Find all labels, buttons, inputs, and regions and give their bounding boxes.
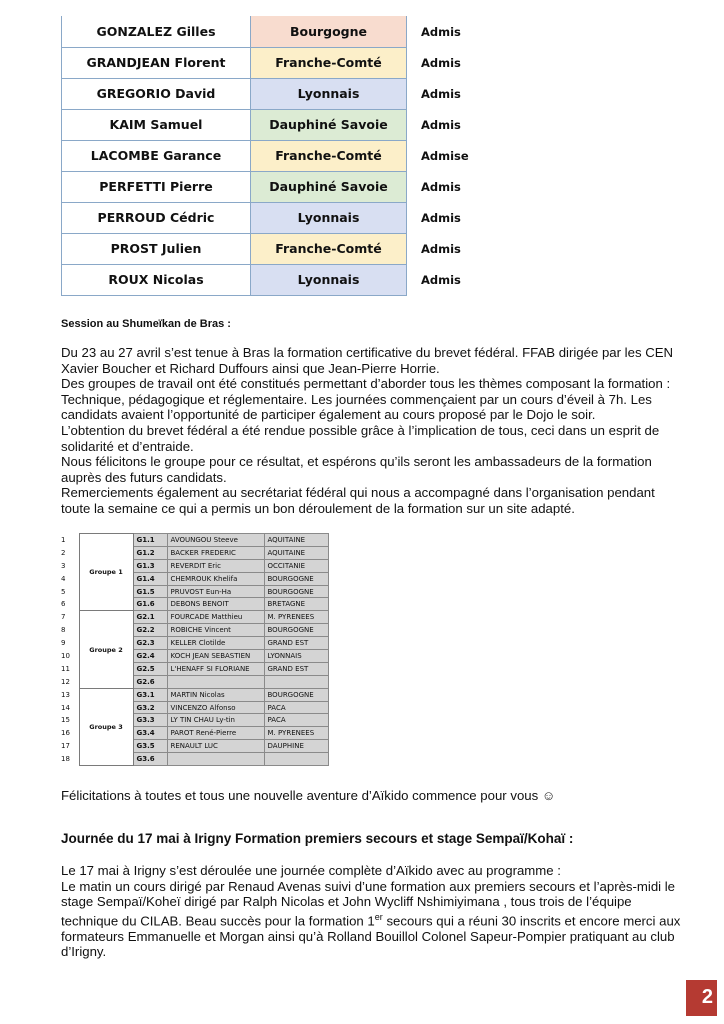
group-row	[61, 534, 328, 547]
participant-name: LY TIN CHAU Ly-tin	[167, 714, 264, 727]
session-paragraph: Remerciements également au secrétariat fédéral qui nous a accompagné dans l’organisation pendant toute la semaine ce qui a permis un bon déroulement de la formation sur un site adapté.	[61, 485, 655, 516]
result-region: Dauphiné Savoie	[251, 109, 407, 140]
participant-region: LYONNAIS	[264, 650, 328, 663]
participant-region: OCCITANIE	[264, 559, 328, 572]
participant-code: G1.5	[133, 585, 167, 598]
participant-code: G2.3	[133, 637, 167, 650]
result-name: PROST Julien	[62, 233, 251, 264]
participant-name: CHEMROUK Khelifa	[167, 572, 264, 585]
participant-name: MARTIN Nicolas	[167, 688, 264, 701]
row-number: 15	[61, 716, 70, 725]
result-region: Lyonnais	[251, 78, 407, 109]
participant-name: L'HENAFF SI FLORIANE	[167, 662, 264, 675]
participant-code: G2.2	[133, 624, 167, 637]
row-number: 9	[61, 639, 66, 648]
row-number: 18	[61, 755, 70, 764]
result-name: GONZALEZ Gilles	[62, 16, 251, 47]
participant-name: PAROT René-Pierre	[167, 727, 264, 740]
result-name: LACOMBE Garance	[62, 140, 251, 171]
result-status: Admis	[421, 272, 461, 287]
participant-name	[167, 675, 264, 688]
section-title-bras: Session au Shumeïkan de Bras :	[61, 318, 231, 330]
session-paragraphs	[61, 345, 681, 517]
result-name: KAIM Samuel	[62, 109, 251, 140]
participant-name: KELLER Clotilde	[167, 637, 264, 650]
row-number: 14	[61, 703, 70, 712]
journee-text-part: Le matin un cours dirigé par Renaud Avenas suivi d’une formation aux premiers secours et l’après-midi le stage Sempaï/Koheï dirigé par Ralph Nicolas et John Wycliff Nshimiyimana , tous trois de l’équipe technique du CILAB. Beau succès pour la formation 1	[61, 878, 676, 929]
participant-region: BOURGOGNE	[264, 572, 328, 585]
row-number: 2	[61, 548, 66, 557]
participant-region: PACA	[264, 714, 328, 727]
participant-code: G1.6	[133, 598, 167, 611]
result-region: Lyonnais	[251, 264, 407, 295]
row-number: 3	[61, 561, 66, 570]
participant-code: G1.3	[133, 559, 167, 572]
result-row	[62, 202, 471, 233]
participant-name: REVERDIT Eric	[167, 559, 264, 572]
congrats-text: Félicitations à toutes et tous une nouvelle aventure d’Aïkido commence pour vous ☺	[61, 788, 556, 803]
result-status: Admis	[421, 210, 461, 225]
participant-name: AVOUNGOU Steeve	[167, 534, 264, 547]
result-row	[62, 171, 471, 202]
participant-region: GRAND EST	[264, 637, 328, 650]
participant-region: BRETAGNE	[264, 598, 328, 611]
participant-code: G3.1	[133, 688, 167, 701]
participant-code: G1.1	[133, 534, 167, 547]
session-paragraph: L’obtention du brevet fédéral a été rendue possible grâce à l’implication de tous, ceci dans un esprit de solidarité et d’entraide.	[61, 422, 660, 454]
participant-code: G3.5	[133, 740, 167, 753]
result-status: Admis	[421, 86, 461, 101]
participant-name: BACKER FREDERIC	[167, 546, 264, 559]
participant-region: M. PYRENEES	[264, 727, 328, 740]
group-label: Groupe 1	[79, 534, 133, 611]
result-status: Admis	[421, 179, 461, 194]
participant-name	[167, 753, 264, 766]
result-row	[62, 47, 471, 78]
group-row	[61, 611, 328, 624]
participant-name: KOCH JEAN SEBASTIEN	[167, 650, 264, 663]
superscript: er	[374, 911, 383, 922]
participant-region: GRAND EST	[264, 662, 328, 675]
participant-region: M. PYRENEES	[264, 611, 328, 624]
participant-code: G1.4	[133, 572, 167, 585]
result-row	[62, 16, 471, 47]
participant-name: VINCENZO Alfonso	[167, 701, 264, 714]
journee-text-part: secours qui a réuni 30 inscrits et encore merci aux formateurs Emmanuelle et Morgan ainsi qu’à Rolland Bouillol Colonel Sapeur-Pompier pratiquant au club d’Irigny.	[61, 913, 681, 960]
row-number: 1	[61, 535, 66, 544]
participant-region	[264, 753, 328, 766]
row-number: 12	[61, 677, 70, 686]
result-name: GRANDJEAN Florent	[62, 47, 251, 78]
page-number: 2	[686, 980, 717, 1014]
row-number: 11	[61, 664, 70, 673]
result-name: PERFETTI Pierre	[62, 171, 251, 202]
participant-region: PACA	[264, 701, 328, 714]
group-row	[61, 688, 328, 701]
participant-region: AQUITAINE	[264, 546, 328, 559]
participant-region: DAUPHINE	[264, 740, 328, 753]
participant-code: G3.6	[133, 753, 167, 766]
row-number: 7	[61, 613, 66, 622]
results-table	[61, 16, 471, 296]
result-row	[62, 140, 471, 171]
participant-name: DEBONS BENOIT	[167, 598, 264, 611]
result-region: Bourgogne	[251, 16, 407, 47]
result-status: Admise	[421, 148, 469, 163]
result-region: Franche-Comté	[251, 140, 407, 171]
groups-table	[61, 533, 329, 766]
result-status: Admis	[421, 55, 461, 70]
journee-paragraph: Le 17 mai à Irigny s’est déroulée une journée complète d’Aïkido avec au programme :	[61, 863, 561, 878]
participant-code: G3.4	[133, 727, 167, 740]
page-number-underline	[686, 1014, 717, 1016]
result-name: GREGORIO David	[62, 78, 251, 109]
participant-code: G2.6	[133, 675, 167, 688]
result-row	[62, 78, 471, 109]
row-number: 6	[61, 600, 66, 609]
result-status: Admis	[421, 24, 461, 39]
participant-region: BOURGOGNE	[264, 688, 328, 701]
journee-text	[61, 863, 681, 960]
row-number: 10	[61, 651, 70, 660]
participant-name: ROBICHE Vincent	[167, 624, 264, 637]
group-label: Groupe 2	[79, 611, 133, 688]
session-paragraph: Du 23 au 27 avril s’est tenue à Bras la formation certificative du brevet fédéral. FFAB dirigée par les CEN Xavier Boucher et Richard Duffours ainsi que Jean-Pierre Horrie.	[61, 345, 674, 376]
result-status: Admis	[421, 117, 461, 132]
session-paragraph: Des groupes de travail ont été constitués permettant d’aborder tous les thèmes composant la formation : Technique, pédagogique et réglementaire. Les journées commençaient par un cours d’éveil à 7h. Les candidats avaient l’opportunité de participer également au cours proposé par le Dojo le soir.	[61, 376, 671, 423]
participant-region: BOURGOGNE	[264, 585, 328, 598]
result-status: Admis	[421, 241, 461, 256]
result-row	[62, 233, 471, 264]
participant-region	[264, 675, 328, 688]
result-name: PERROUD Cédric	[62, 202, 251, 233]
result-row	[62, 109, 471, 140]
journee-title: Journée du 17 mai à Irigny Formation premiers secours et stage Sempaï/Kohaï :	[61, 831, 574, 846]
participant-name: RENAULT LUC	[167, 740, 264, 753]
group-label: Groupe 3	[79, 688, 133, 765]
row-number: 5	[61, 587, 66, 596]
row-number: 13	[61, 690, 70, 699]
session-paragraph: Nous félicitons le groupe pour ce résultat, et espérons qu’ils seront les ambassadeurs de la formation auprès des futurs candidats.	[61, 454, 652, 485]
participant-code: G2.1	[133, 611, 167, 624]
result-region: Dauphiné Savoie	[251, 171, 407, 202]
participant-code: G1.2	[133, 546, 167, 559]
row-number: 4	[61, 574, 66, 583]
participant-code: G3.2	[133, 701, 167, 714]
participant-name: FOURCADE Matthieu	[167, 611, 264, 624]
row-number: 17	[61, 742, 70, 751]
participant-code: G3.3	[133, 714, 167, 727]
result-region: Franche-Comté	[251, 47, 407, 78]
participant-region: AQUITAINE	[264, 534, 328, 547]
row-number: 8	[61, 626, 66, 635]
result-name: ROUX Nicolas	[62, 264, 251, 295]
journee-paragraph	[61, 879, 681, 960]
result-region: Franche-Comté	[251, 233, 407, 264]
participant-code: G2.4	[133, 650, 167, 663]
participant-region: BOURGOGNE	[264, 624, 328, 637]
participant-code: G2.5	[133, 662, 167, 675]
participant-name: PRUVOST Eun-Ha	[167, 585, 264, 598]
result-row	[62, 264, 471, 295]
result-region: Lyonnais	[251, 202, 407, 233]
row-number: 16	[61, 729, 70, 738]
